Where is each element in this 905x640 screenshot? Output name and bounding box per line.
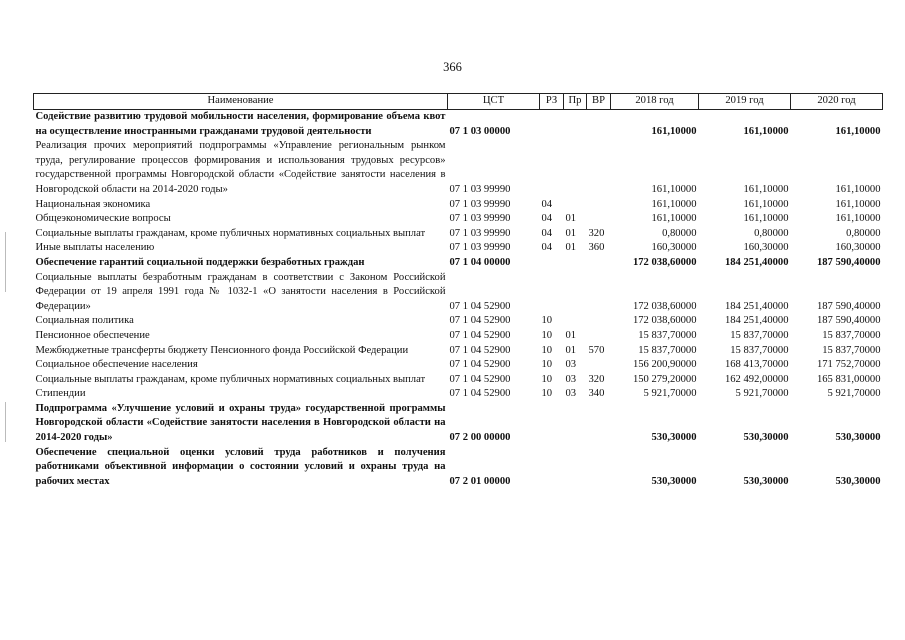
cell-name: Пенсионное обеспечение xyxy=(35,329,150,341)
cell-pr: 01 xyxy=(565,242,577,254)
table-row xyxy=(34,446,883,490)
cell-rz xyxy=(540,402,564,446)
table-row xyxy=(34,212,883,227)
cell-rz xyxy=(540,256,564,271)
cell-vr xyxy=(587,271,611,315)
cell-name: Социальная политика xyxy=(35,315,134,327)
cell-rz: 04 xyxy=(541,213,553,225)
cell-cst: 07 1 03 99990 xyxy=(449,183,511,195)
cell-vr xyxy=(587,212,611,227)
header-pr: Пр xyxy=(564,94,587,110)
table-row xyxy=(34,241,883,256)
cell-name: Обеспечение гарантий социальной поддержки безработных граждан xyxy=(35,256,365,268)
cell-2019: 0,80000 xyxy=(754,227,789,239)
cell-rz: 04 xyxy=(541,198,553,210)
cell-pr xyxy=(564,256,587,271)
cell-rz: 10 xyxy=(541,344,553,356)
cell-2020: 160,30000 xyxy=(835,242,881,254)
cell-cst: 07 1 03 99990 xyxy=(449,227,511,239)
cell-2020: 161,10000 xyxy=(835,125,881,137)
cell-rz xyxy=(540,446,564,490)
cell-2018: 15 837,70000 xyxy=(638,329,697,341)
cell-pr xyxy=(564,446,587,490)
cell-2018: 15 837,70000 xyxy=(638,344,697,356)
cell-2020: 171 752,70000 xyxy=(816,359,881,371)
cell-2020: 165 831,00000 xyxy=(816,373,881,385)
table-row xyxy=(34,198,883,213)
cell-cst: 07 1 03 00000 xyxy=(449,125,511,137)
table-header-row xyxy=(34,94,883,110)
cell-rz xyxy=(540,271,564,315)
cell-vr xyxy=(587,329,611,344)
table-row xyxy=(34,110,883,140)
cell-cst: 07 1 03 99990 xyxy=(449,242,511,254)
cell-cst: 07 1 04 52900 xyxy=(449,373,511,385)
cell-pr: 01 xyxy=(565,227,577,239)
cell-2018: 530,30000 xyxy=(651,475,697,487)
cell-vr xyxy=(587,314,611,329)
cell-vr xyxy=(587,256,611,271)
cell-2018: 172 038,60000 xyxy=(632,256,697,268)
cell-2019: 15 837,70000 xyxy=(730,329,789,341)
cell-cst: 07 1 04 52900 xyxy=(449,388,511,400)
cell-pr xyxy=(564,314,587,329)
cell-name: Социальное обеспечение населения xyxy=(35,359,198,371)
header-rz: РЗ xyxy=(540,94,564,110)
cell-vr xyxy=(587,198,611,213)
cell-vr: 340 xyxy=(588,388,605,400)
cell-cst: 07 1 03 99990 xyxy=(449,213,511,225)
cell-vr: 320 xyxy=(588,373,605,385)
table-row xyxy=(34,139,883,197)
cell-pr: 01 xyxy=(565,213,577,225)
cell-2019: 530,30000 xyxy=(743,432,789,444)
cell-cst: 07 1 04 52900 xyxy=(449,344,511,356)
cell-2018: 530,30000 xyxy=(651,432,697,444)
cell-rz: 04 xyxy=(541,227,553,239)
cell-cst: 07 1 04 52900 xyxy=(449,315,511,327)
cell-vr xyxy=(587,110,611,140)
cell-pr: 03 xyxy=(565,359,577,371)
cell-2018: 161,10000 xyxy=(651,183,697,195)
scan-edge-mark xyxy=(5,402,6,442)
cell-name: Социальные выплаты гражданам, кроме публичных нормативных социальных выплат xyxy=(35,227,426,239)
cell-name: Содействие развитию трудовой мобильности населения, формирование объема квот на осуществление иностранными гражданами трудовой деятельности xyxy=(35,111,446,137)
cell-vr xyxy=(587,358,611,373)
cell-pr xyxy=(564,271,587,315)
cell-2019: 168 413,70000 xyxy=(724,359,789,371)
cell-pr xyxy=(564,198,587,213)
cell-2019: 161,10000 xyxy=(743,213,789,225)
cell-2020: 187 590,40000 xyxy=(816,300,881,312)
cell-cst: 07 1 03 99990 xyxy=(449,198,511,210)
cell-vr xyxy=(587,402,611,446)
cell-2018: 172 038,60000 xyxy=(632,315,697,327)
cell-vr: 360 xyxy=(588,242,605,254)
cell-2019: 15 837,70000 xyxy=(730,344,789,356)
table-row xyxy=(34,329,883,344)
cell-2020: 530,30000 xyxy=(835,475,881,487)
header-name: Наименование xyxy=(34,94,448,110)
cell-name: Обеспечение специальной оценки условий труда работников и получения работниками объективной информации о состоянии условий и охраны труда на рабочих местах xyxy=(35,446,446,487)
cell-cst: 07 1 04 52900 xyxy=(449,300,511,312)
cell-pr: 03 xyxy=(565,388,577,400)
cell-name: Социальные выплаты безработным гражданам в соответствии с Законом Российской Федерации от 19 апреля 1991 года № 1032-1 «О занятости населения в Российской Федерации» xyxy=(35,271,446,312)
cell-cst: 07 1 04 52900 xyxy=(449,359,511,371)
cell-2019: 160,30000 xyxy=(743,242,789,254)
table-row xyxy=(34,256,883,271)
cell-pr: 01 xyxy=(565,344,577,356)
table-row xyxy=(34,344,883,359)
cell-2018: 161,10000 xyxy=(651,125,697,137)
cell-name: Иные выплаты населению xyxy=(35,242,155,254)
table-row xyxy=(34,402,883,446)
cell-pr xyxy=(564,139,587,197)
page-number: 366 xyxy=(443,60,462,74)
cell-2020: 15 837,70000 xyxy=(822,329,881,341)
cell-vr xyxy=(587,446,611,490)
cell-2019: 161,10000 xyxy=(743,198,789,210)
cell-2020: 15 837,70000 xyxy=(822,344,881,356)
cell-2020: 187 590,40000 xyxy=(816,315,881,327)
cell-2019: 161,10000 xyxy=(743,125,789,137)
cell-2018: 5 921,70000 xyxy=(643,388,697,400)
table-row xyxy=(34,227,883,242)
cell-rz: 10 xyxy=(541,373,553,385)
cell-2019: 530,30000 xyxy=(743,475,789,487)
table-row xyxy=(34,314,883,329)
scan-edge-mark xyxy=(5,232,6,292)
cell-cst: 07 2 00 00000 xyxy=(449,432,511,444)
cell-rz: 10 xyxy=(541,329,553,341)
cell-pr xyxy=(564,110,587,140)
cell-rz xyxy=(540,139,564,197)
cell-name: Национальная экономика xyxy=(35,198,151,210)
table-row xyxy=(34,373,883,388)
cell-2020: 187 590,40000 xyxy=(816,256,881,268)
cell-rz: 10 xyxy=(541,315,553,327)
cell-2019: 5 921,70000 xyxy=(735,388,789,400)
cell-vr xyxy=(587,139,611,197)
budget-table xyxy=(33,93,883,489)
cell-name: Подпрограмма «Улучшение условий и охраны труда» государственной программы Новгородской области «Содействие занятости населения в Новгородской области на 2014-2020 годы» xyxy=(35,402,446,444)
cell-2020: 161,10000 xyxy=(835,213,881,225)
cell-cst: 07 2 01 00000 xyxy=(449,475,511,487)
cell-2020: 530,30000 xyxy=(835,432,881,444)
header-cst: ЦСТ xyxy=(448,94,540,110)
table-row xyxy=(34,387,883,402)
cell-2020: 0,80000 xyxy=(846,227,881,239)
cell-2020: 161,10000 xyxy=(835,198,881,210)
cell-2020: 5 921,70000 xyxy=(827,388,881,400)
cell-2019: 184 251,40000 xyxy=(724,315,789,327)
cell-2019: 162 492,00000 xyxy=(724,373,789,385)
cell-2019: 161,10000 xyxy=(743,183,789,195)
cell-pr: 01 xyxy=(565,329,577,341)
header-2020: 2020 год xyxy=(791,94,883,110)
cell-cst: 07 1 04 52900 xyxy=(449,329,511,341)
cell-2019: 184 251,40000 xyxy=(724,300,789,312)
header-2019: 2019 год xyxy=(699,94,791,110)
cell-2018: 172 038,60000 xyxy=(632,300,697,312)
cell-rz: 04 xyxy=(541,242,553,254)
cell-name: Общеэкономические вопросы xyxy=(35,213,171,225)
cell-name: Социальные выплаты гражданам, кроме публичных нормативных социальных выплат xyxy=(35,373,426,385)
cell-rz: 10 xyxy=(541,388,553,400)
cell-2018: 161,10000 xyxy=(651,213,697,225)
cell-name: Реализация прочих мероприятий подпрограммы «Управление региональным рынком труда, регулирование процессов формирования и использования трудовых ресурсов» государственной программы Новгородской области «Содействие занятости населения в Новгородской области на 2014-2020 годы» xyxy=(35,140,446,195)
cell-rz xyxy=(540,110,564,140)
table-row xyxy=(34,358,883,373)
cell-name: Стипендии xyxy=(35,388,86,400)
cell-2018: 0,80000 xyxy=(662,227,697,239)
cell-name: Межбюджетные трансферты бюджету Пенсионного фонда Российской Федерации xyxy=(35,344,409,356)
cell-vr: 320 xyxy=(588,227,605,239)
cell-2018: 150 279,20000 xyxy=(632,373,697,385)
cell-2020: 161,10000 xyxy=(835,183,881,195)
cell-rz: 10 xyxy=(541,359,553,371)
table-row xyxy=(34,271,883,315)
cell-vr: 570 xyxy=(588,344,605,356)
header-vr: ВР xyxy=(587,94,611,110)
header-2018: 2018 год xyxy=(611,94,699,110)
cell-cst: 07 1 04 00000 xyxy=(449,256,511,268)
cell-pr xyxy=(564,402,587,446)
table-body xyxy=(34,110,883,490)
cell-2018: 161,10000 xyxy=(651,198,697,210)
cell-2018: 156 200,90000 xyxy=(632,359,697,371)
cell-pr: 03 xyxy=(565,373,577,385)
cell-2019: 184 251,40000 xyxy=(724,256,789,268)
cell-2018: 160,30000 xyxy=(651,242,697,254)
